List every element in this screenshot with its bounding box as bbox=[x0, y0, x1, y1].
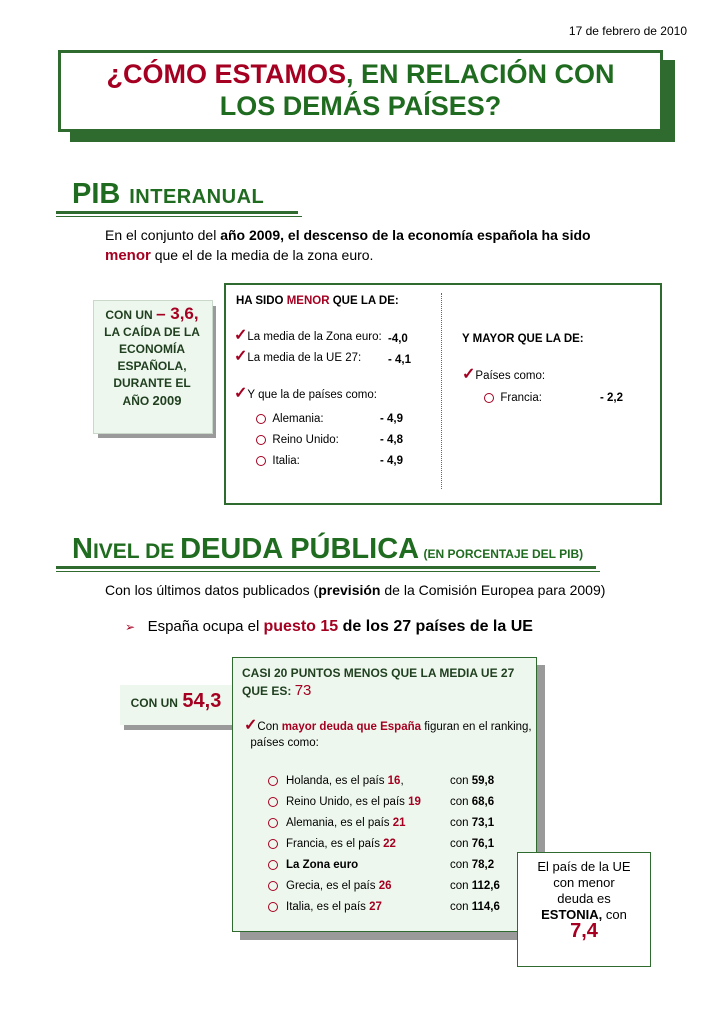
paises-label: Y que la de países como: bbox=[247, 389, 377, 401]
country-value: - 4,9 bbox=[380, 455, 404, 467]
pib-para-1: En el conjunto del bbox=[105, 227, 221, 243]
title-line-2: LOS DEMÁS PAÍSES? bbox=[219, 91, 502, 121]
caida-line-2: LA CAÍDA DE LA bbox=[104, 325, 200, 339]
deuda-heading-ivel: IVEL DE bbox=[92, 540, 181, 563]
ranking-text: Grecia, es el país bbox=[286, 880, 379, 892]
country-name: Alemania: bbox=[272, 413, 324, 425]
circle-bullet-icon bbox=[268, 839, 278, 849]
ranking-pos: 27 bbox=[369, 901, 382, 913]
ranking-text: Holanda, es el país bbox=[286, 775, 388, 787]
estonia-line-1: El país de la UE bbox=[537, 859, 631, 874]
ranking-box-heading-value: 73 bbox=[294, 682, 312, 699]
ranking-row bbox=[268, 796, 421, 814]
mayor-label: Y MAYOR QUE LA DE: bbox=[462, 333, 584, 345]
ranking-con-label: con bbox=[450, 901, 472, 913]
mayor-deuda-text bbox=[244, 718, 532, 751]
check-icon: ✓ bbox=[234, 327, 248, 344]
deuda-heading-paren: (EN PORCENTAJE DEL PIB) bbox=[423, 547, 584, 561]
con-un-value: 54,3 bbox=[182, 690, 222, 712]
estonia-line-2: con menor bbox=[553, 875, 615, 890]
ue27-row bbox=[234, 346, 361, 366]
ranking-con bbox=[450, 880, 500, 892]
menor-label-c: QUE LA DE: bbox=[329, 295, 399, 307]
ranking-con bbox=[450, 817, 494, 829]
ranking-con bbox=[450, 859, 494, 871]
francia-row bbox=[484, 392, 542, 404]
ranking-con-label: con bbox=[450, 880, 472, 892]
ue27-value: - 4,1 bbox=[388, 354, 412, 366]
ranking-box-heading-1: CASI 20 PUNTOS MENOS QUE LA MEDIA UE 27 bbox=[242, 666, 515, 680]
ranking-pos: 19 bbox=[408, 796, 421, 808]
ranking-value: 112,6 bbox=[471, 880, 500, 892]
ranking-value: 76,1 bbox=[471, 838, 495, 850]
deuda-para-2: previsión bbox=[318, 582, 381, 598]
document-date: 17 de febrero de 2010 bbox=[568, 24, 687, 38]
caida-con-un: CON UN bbox=[105, 308, 153, 322]
circle-bullet-icon bbox=[256, 456, 266, 466]
title-part-1: ¿CÓMO ESTAMOS bbox=[106, 59, 346, 89]
circle-bullet-icon bbox=[256, 435, 266, 445]
check-icon: ✓ bbox=[234, 348, 248, 365]
ranking-row bbox=[268, 838, 396, 856]
comparison-divider bbox=[441, 293, 442, 489]
deuda-heading-underline-thin bbox=[56, 571, 600, 572]
mayor-deuda-1: Con bbox=[257, 721, 282, 733]
mayor-paises-row bbox=[462, 364, 545, 384]
menor-label-b: MENOR bbox=[286, 295, 330, 307]
deuda-para-3: de la Comisión Europea para 2009) bbox=[380, 582, 606, 598]
con-un-label: CON UN bbox=[130, 696, 178, 710]
pib-heading-small: INTERANUAL bbox=[129, 186, 265, 208]
pib-para-2: año 2009, el descenso de la economía española ha sido bbox=[220, 227, 591, 243]
rank-2: puesto 15 bbox=[263, 618, 339, 635]
menor-label-a: HA SIDO bbox=[236, 295, 287, 307]
paises-row bbox=[234, 383, 377, 403]
pib-paragraph bbox=[105, 225, 645, 266]
rank-3: de los 27 países de la UE bbox=[338, 618, 533, 635]
pib-heading bbox=[72, 178, 264, 211]
con-text bbox=[120, 690, 232, 713]
country-value: - 4,9 bbox=[380, 413, 404, 425]
check-icon: ✓ bbox=[244, 717, 258, 734]
ranking-con bbox=[450, 838, 494, 850]
ranking-row bbox=[268, 817, 406, 835]
ranking-row bbox=[268, 859, 358, 877]
ranking-pos: 21 bbox=[392, 817, 406, 829]
estonia-line-4: ESTONIA, bbox=[541, 907, 603, 922]
country-row bbox=[256, 455, 300, 467]
estonia-value: 7,4 bbox=[570, 920, 598, 942]
ranking-text: Alemania, es el país bbox=[286, 817, 393, 829]
ranking-row bbox=[268, 775, 404, 793]
mayor-deuda-2: mayor deuda que España bbox=[281, 721, 422, 733]
ranking-pos: 26 bbox=[378, 880, 392, 892]
francia-name: Francia: bbox=[500, 392, 542, 404]
caida-value: – 3,6, bbox=[156, 304, 199, 323]
ranking-pos: 22 bbox=[383, 838, 396, 850]
estonia-box bbox=[517, 852, 651, 967]
estonia-line-3: deuda es bbox=[557, 891, 611, 906]
estonia-line-4b: con bbox=[602, 907, 627, 922]
zona-euro-value: -4,0 bbox=[388, 333, 408, 345]
deuda-paragraph bbox=[105, 580, 665, 600]
ue27-label: La media de la UE 27: bbox=[247, 352, 362, 364]
deuda-heading-underline bbox=[56, 566, 596, 569]
pib-para-4: que el de la media de la zona euro. bbox=[150, 247, 374, 263]
menor-label bbox=[236, 295, 399, 307]
circle-bullet-icon bbox=[268, 776, 278, 786]
zona-euro-label: La media de la Zona euro: bbox=[247, 331, 382, 343]
country-name: Italia: bbox=[272, 455, 300, 467]
pib-heading-big: PIB bbox=[72, 178, 121, 210]
ranking-con-label: con bbox=[450, 796, 472, 808]
country-name: Reino Unido: bbox=[272, 434, 339, 446]
francia-value: - 2,2 bbox=[600, 392, 624, 404]
ranking-con bbox=[450, 796, 494, 808]
zona-euro-row bbox=[234, 325, 382, 345]
ranking-con-label: con bbox=[450, 817, 472, 829]
page-title bbox=[58, 58, 663, 122]
rank-line bbox=[125, 618, 533, 636]
ranking-box-heading-2: QUE ES: bbox=[242, 684, 292, 698]
circle-bullet-icon bbox=[484, 393, 494, 403]
ranking-value: 73,1 bbox=[471, 817, 495, 829]
ranking-con-label: con bbox=[450, 838, 472, 850]
caida-line-4: ESPAÑOLA, bbox=[117, 359, 187, 373]
arrow-bullet-icon: ➢ bbox=[125, 620, 136, 634]
ranking-text: La Zona euro bbox=[286, 859, 359, 871]
country-value: - 4,8 bbox=[380, 434, 404, 446]
deuda-heading bbox=[72, 533, 583, 566]
caida-line-3: ECONOMÍA bbox=[119, 342, 185, 356]
country-row bbox=[256, 434, 339, 446]
circle-bullet-icon bbox=[256, 414, 266, 424]
rank-1: España ocupa el bbox=[147, 618, 264, 635]
ranking-text: Francia, es el país bbox=[286, 838, 384, 850]
deuda-heading-big: DEUDA PÚBLICA bbox=[180, 533, 420, 565]
ranking-box-heading bbox=[242, 664, 514, 700]
pib-heading-underline-thin bbox=[56, 216, 302, 217]
ranking-value: 114,6 bbox=[471, 901, 500, 913]
ranking-con bbox=[450, 775, 494, 787]
check-icon: ✓ bbox=[462, 366, 476, 383]
ranking-value: 59,8 bbox=[471, 775, 495, 787]
caida-text bbox=[93, 305, 211, 410]
country-row bbox=[256, 413, 324, 425]
pib-para-menor: menor bbox=[105, 247, 151, 264]
ranking-suffix: , bbox=[400, 775, 404, 787]
mayor-deuda-3: figuran en el ranking, bbox=[421, 721, 532, 733]
ranking-row bbox=[268, 880, 391, 898]
ranking-text: Reino Unido, es el país bbox=[286, 796, 409, 808]
ranking-value: 78,2 bbox=[471, 859, 495, 871]
caida-line-6b: 2009 bbox=[152, 393, 182, 408]
deuda-heading-n: N bbox=[72, 533, 93, 565]
circle-bullet-icon bbox=[268, 818, 278, 828]
ranking-value: 68,6 bbox=[471, 796, 495, 808]
mayor-paises-label: Países como: bbox=[475, 370, 546, 382]
ranking-pos: 16 bbox=[387, 775, 401, 787]
ranking-con bbox=[450, 901, 500, 913]
ranking-con-label: con bbox=[450, 859, 472, 871]
circle-bullet-icon bbox=[268, 860, 278, 870]
circle-bullet-icon bbox=[268, 902, 278, 912]
circle-bullet-icon bbox=[268, 797, 278, 807]
ranking-con-label: con bbox=[450, 775, 472, 787]
ranking-row bbox=[268, 901, 382, 919]
ranking-text: Italia, es el país bbox=[286, 901, 370, 913]
check-icon: ✓ bbox=[234, 385, 248, 402]
pib-heading-underline bbox=[56, 211, 298, 214]
deuda-para-1: Con los últimos datos publicados ( bbox=[105, 582, 319, 598]
circle-bullet-icon bbox=[268, 881, 278, 891]
caida-line-6a: AÑO bbox=[122, 394, 153, 408]
caida-line-5: DURANTE EL bbox=[113, 376, 191, 390]
mayor-deuda-4: países como: bbox=[250, 737, 319, 749]
title-part-2: , EN RELACIÓN CON bbox=[345, 59, 615, 89]
